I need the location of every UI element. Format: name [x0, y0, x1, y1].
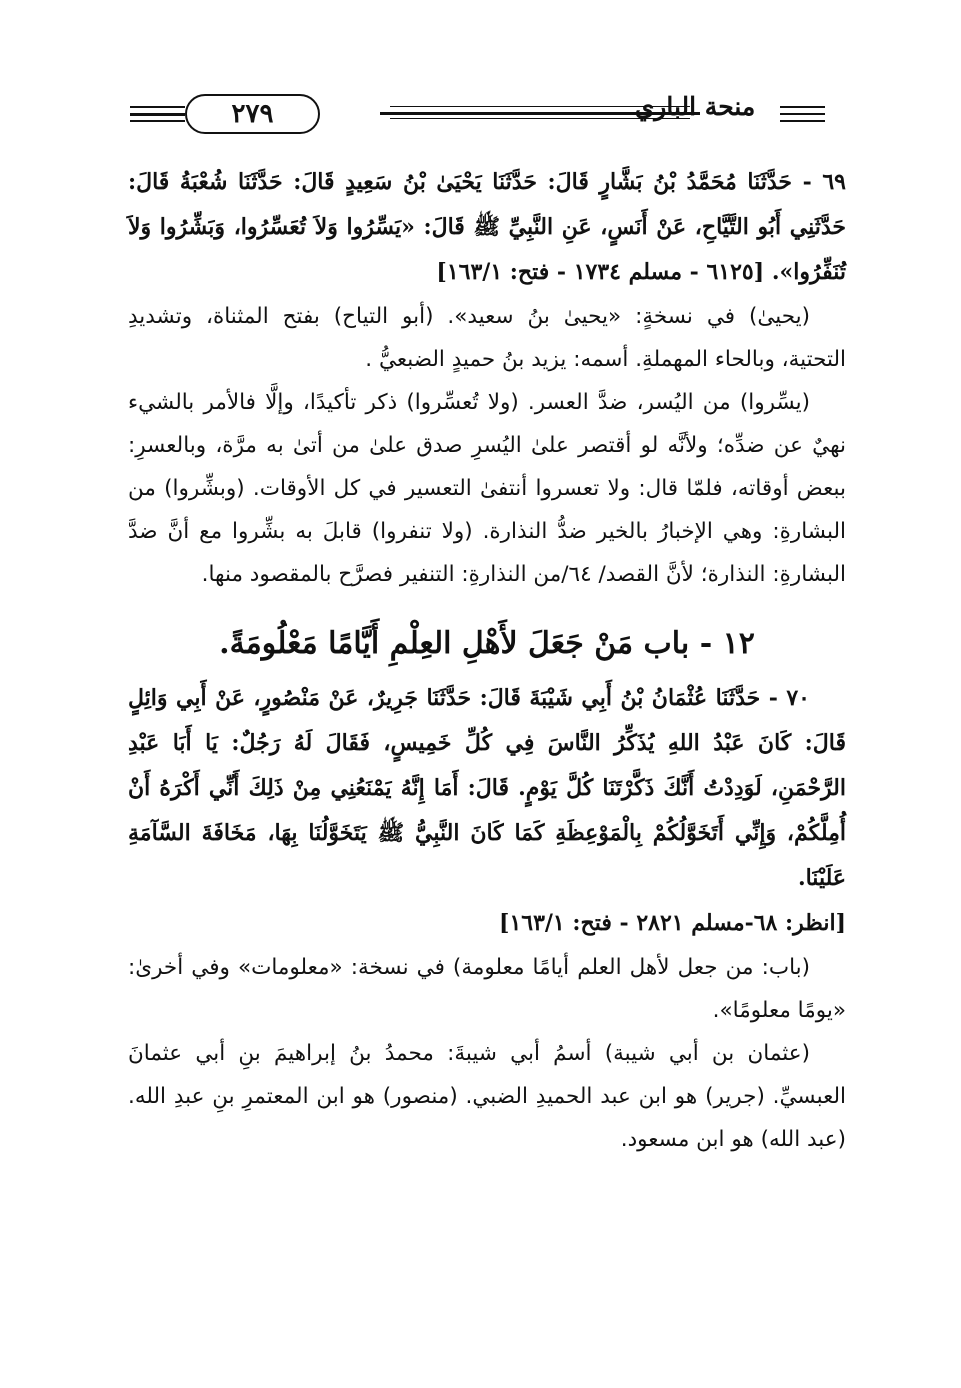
commentary-70-title-variants: (باب: من جعل لأهل العلم أيامًا معلومة) في نسخة: «معلومات» وفي أخرىٰ: «يومًا معلومًا». [128, 955, 846, 1023]
hadith-69-text: ٦٩ - حَدَّثَنَا مُحَمَّدُ بْنُ بَشَّارٍ قَالَ: حَدَّثَنَا يَحْيَىٰ بْنُ سَعِيدٍ قَالَ: حَدَّثَنَا شُعْبَةُ قَالَ: حَدَّثَنِي أَبُو التَّيَّاحِ، عَنْ أَنَسٍ، عَنِ النَّبِيِّ ﷺ قَالَ: «يَسِّرُوا وَلاَ تُعَسِّرُوا، وَبَشِّرُوا وَلاَ تُنَفِّرُوا». [128, 169, 846, 285]
hadith-70 [128, 676, 846, 901]
commentary-69-meaning: (يسِّروا) من اليُسر، ضدَّ العسر. (ولا تُعسِّروا) ذكر تأكيدًا، وإلَّا فالأمر بالشيء نهيٌ عن ضدِّه؛ ولأنَّه لو أقتصر علىٰ اليُسرِ صدق علىٰ من أتىٰ به مرَّة، وبالعسرِ: ببعض أوقاته، فلمّا قال: ولا تعسروا أنتفىٰ التعسير في كل الأوقات. (وبشِّروا) من البشارةِ: وهي الإخبارُ بالخير ضدُّ النذارة. (ولا تنفروا) قابلَ به بشِّروا مع أنَّ ضدَّ البشارةِ: النذارة؛ لأنَّ القصد/ ٦٤/من النذارةِ: التنفير فصرَّح بالمقصود منها. [128, 390, 846, 587]
hadith-69-reference: [٦١٢٥ - مسلم ١٧٣٤ - فتح: ١٦٣/١] [436, 259, 765, 285]
book-title: منحة الباري [634, 92, 756, 121]
header-rule [780, 106, 825, 108]
commentary-69-narrators: (يحيىٰ) في نسخةٍ: «يحيىٰ بنُ سعيد». (أبو التياح) بفتح المثناة، وتشديدِ التحتية، وبالحاء المهملةِ. أسمه: يزيد بنُ حميدٍ الضبعيُّ . [128, 304, 846, 372]
header-rule [780, 113, 825, 115]
chapter-heading-12: ١٢ - باب مَنْ جَعَلَ لأَهْلِ العِلْمِ أَيَّامًا مَعْلُومَةً. [219, 626, 755, 661]
hadith-70-reference: [انظر: ٦٨-مسلم ٢٨٢١ - فتح: ١٦٣/١] [499, 910, 846, 936]
hadith-70-text: ٧٠ - حَدَّثَنَا عُثْمَانُ بْنُ أَبِي شَيْبَةَ قَالَ: حَدَّثَنَا جَرِيرٌ، عَنْ مَنْصُورٍ، عَنْ أَبِي وَائِلٍ قَالَ: كَانَ عَبْدُ اللهِ يُذَكِّرُ النَّاسَ فِي كُلِّ خَمِيسٍ، فَقَالَ لَهُ رَجُلٌ: يَا أَبَا عَبْدِ الرَّحْمَنِ، لَوَدِدْتُ أَنَّكَ ذَكَّرْتَنَا كُلَّ يَوْمٍ. قَالَ: أَمَا إِنَّهُ يَمْنَعُنِي مِنْ ذَلِكَ أَنِّي أَكْرَهُ أَنْ أُمِلَّكُمْ، وَإِنِّي أَتَخَوَّلُكُمْ بِالْمَوْعِظَةِ كَمَا كَانَ النَّبِيُّ ﷺ يَتَخَوَّلُنَا بِهَا، مَخَافَةَ السَّآمَةِ عَلَيْنَا. [128, 685, 846, 891]
page-header [130, 86, 845, 146]
header-rule [780, 120, 825, 122]
commentary-70-narrators: (عثمان بن أبي شيبة) أسمُ أبي شيبةَ: محمدُ بنُ إبراهيمَ بنِ أبي عثمانَ العبسيِّ. (جرير) هو ابن عبد الحميدِ الضبي. (منصور) هو ابن المعتمرِ بنِ عبدِ الله. (عبد الله) هو ابن مسعود. [128, 1041, 846, 1152]
page-body [128, 160, 846, 1161]
header-rule [130, 113, 185, 116]
header-rule [130, 120, 185, 122]
hadith-69 [128, 160, 846, 295]
page-number: ٢٧٩ [185, 94, 320, 134]
header-rule [130, 106, 185, 108]
